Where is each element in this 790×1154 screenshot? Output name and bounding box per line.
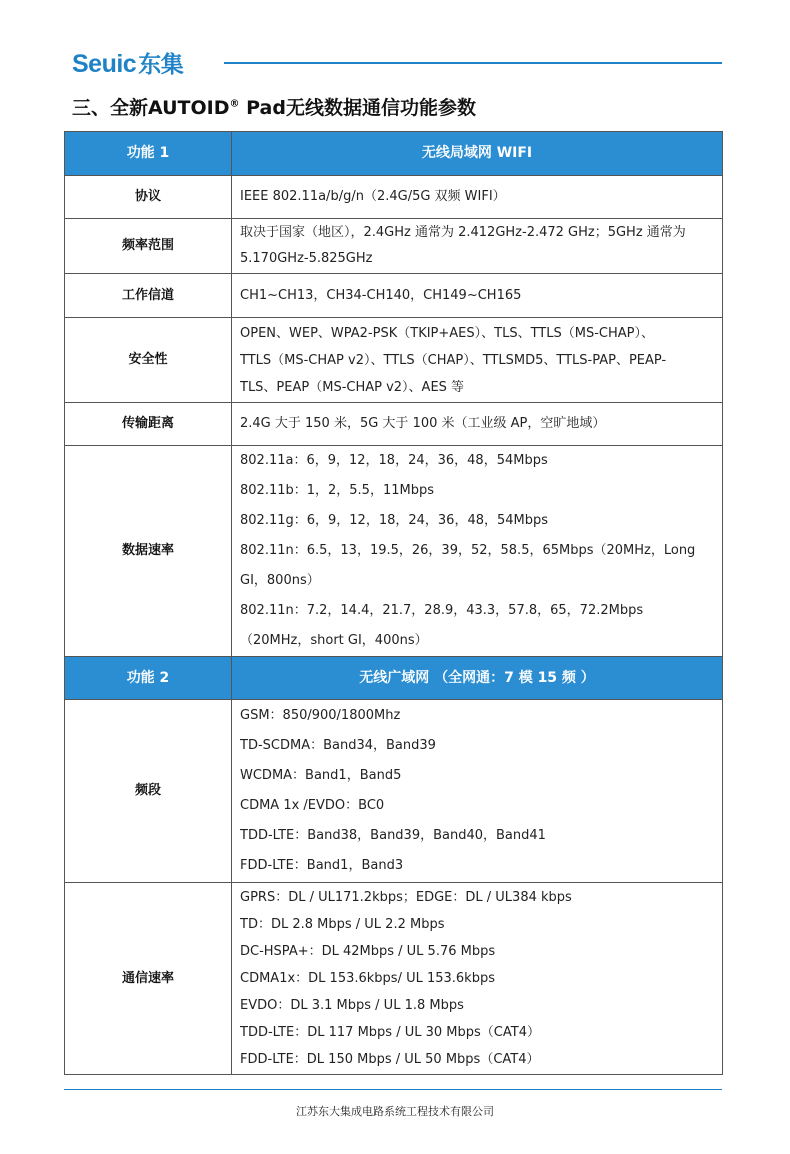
value-line: GSM：850/900/1800Mhz: [240, 708, 401, 723]
table-row: [65, 176, 723, 219]
wifi-header-row: [65, 132, 723, 176]
value-line: GPRS：DL / UL171.2kbps；EDGE：DL / UL384 kbps: [240, 890, 572, 905]
row-label: 频段: [65, 700, 232, 883]
table-row: [65, 700, 723, 883]
row-label: 通信速率: [65, 883, 232, 1075]
row-value: [232, 274, 723, 318]
value-line: IEEE 802.11a/b/g/n（2.4G/5G 双频 WIFI）: [240, 189, 506, 205]
footer-divider: [64, 1089, 722, 1090]
value-line: CH1~CH13，CH34-CH140，CH149~CH165: [240, 287, 522, 303]
table-row: [65, 274, 723, 318]
value-line: 802.11g：6，9，12，18，24，36，48，54Mbps: [240, 513, 549, 528]
value-line: 2.4G 大于 150 米，5G 大于 100 米（工业级 AP，空旷地域）: [240, 416, 606, 432]
value-line: DC-HSPA+：DL 42Mbps / UL 5.76 Mbps: [240, 944, 496, 959]
row-value: [232, 219, 723, 274]
row-value: [232, 176, 723, 219]
table-row: [65, 446, 723, 657]
value-line: 5.170GHz-5.825GHz: [240, 251, 373, 266]
row-value: [232, 446, 723, 657]
value-line: EVDO：DL 3.1 Mbps / UL 1.8 Mbps: [240, 998, 464, 1013]
value-line: （20MHz，short GI，400ns）: [240, 633, 428, 648]
row-label: 协议: [65, 176, 232, 219]
value-line: TD-SCDMA：Band34，Band39: [240, 738, 436, 753]
table-row: [65, 318, 723, 403]
logo-latin: Seuic: [72, 50, 137, 78]
row-value: [232, 883, 723, 1075]
value-line: 802.11a：6，9，12，18，24，36，48，54Mbps: [240, 453, 548, 468]
value-line: FDD-LTE：Band1，Band3: [240, 858, 404, 873]
title-suffix: Pad无线数据通信功能参数: [239, 97, 476, 119]
value-line: TDD-LTE：DL 117 Mbps / UL 30 Mbps（CAT4）: [240, 1025, 540, 1040]
title-registered-mark: ®: [229, 98, 240, 110]
value-line: FDD-LTE：DL 150 Mbps / UL 50 Mbps（CAT4）: [240, 1052, 540, 1067]
wan-header-label: 功能 2: [65, 657, 232, 700]
spec-table: [64, 131, 723, 1075]
value-line: TDD-LTE：Band38，Band39，Band40，Band41: [240, 828, 546, 843]
table-row: [65, 219, 723, 274]
row-value: [232, 403, 723, 446]
row-label: 数据速率: [65, 446, 232, 657]
title-prefix: 三、全新AUTOID: [72, 97, 230, 119]
row-label: 频率范围: [65, 219, 232, 274]
company-logo: [72, 46, 183, 79]
value-line: OPEN、WEP、WPA2-PSK（TKIP+AES）、TLS、TTLS（MS-CHAP）、: [240, 325, 654, 341]
value-line: WCDMA：Band1，Band5: [240, 768, 402, 783]
wan-header-value: 无线广域网 （全网通：7 模 15 频 ）: [232, 657, 723, 700]
row-label: 安全性: [65, 318, 232, 403]
wifi-header-value: 无线局域网 WIFI: [232, 132, 723, 176]
footer-company: 江苏东大集成电路系统工程技术有限公司: [296, 1105, 494, 1118]
value-line: TD：DL 2.8 Mbps / UL 2.2 Mbps: [240, 917, 445, 932]
row-label: 传输距离: [65, 403, 232, 446]
row-value: [232, 700, 723, 883]
row-value: [232, 318, 723, 403]
header-divider: [224, 62, 722, 64]
table-row: [65, 883, 723, 1075]
row-label: 工作信道: [65, 274, 232, 318]
value-line: 802.11n：6.5，13，19.5，26，39，52，58.5，65Mbps（20MHz，Long: [240, 543, 696, 558]
value-line: CDMA 1x /EVDO：BC0: [240, 798, 385, 813]
value-line: 取决于国家（地区），2.4GHz 通常为 2.412GHz-2.472 GHz；5GHz 通常为: [240, 225, 686, 240]
value-line: 802.11b：1，2，5.5，11Mbps: [240, 483, 434, 498]
value-line: 802.11n：7.2，14.4，21.7，28.9，43.3，57.8，65，72.2Mbps: [240, 603, 644, 618]
wan-header-row: [65, 657, 723, 700]
value-line: TTLS（MS-CHAP v2）、TTLS（CHAP）、TTLSMD5、TTLS-PAP、PEAP-: [240, 352, 667, 368]
value-line: CDMA1x：DL 153.6kbps/ UL 153.6kbps: [240, 971, 495, 986]
logo-cn: 东集: [138, 52, 184, 78]
value-line: GI，800ns）: [240, 573, 320, 588]
table-row: [65, 403, 723, 446]
wifi-header-label: 功能 1: [65, 132, 232, 176]
value-line: TLS、PEAP（MS-CHAP v2）、AES 等: [240, 379, 465, 395]
page-title: [72, 93, 476, 120]
